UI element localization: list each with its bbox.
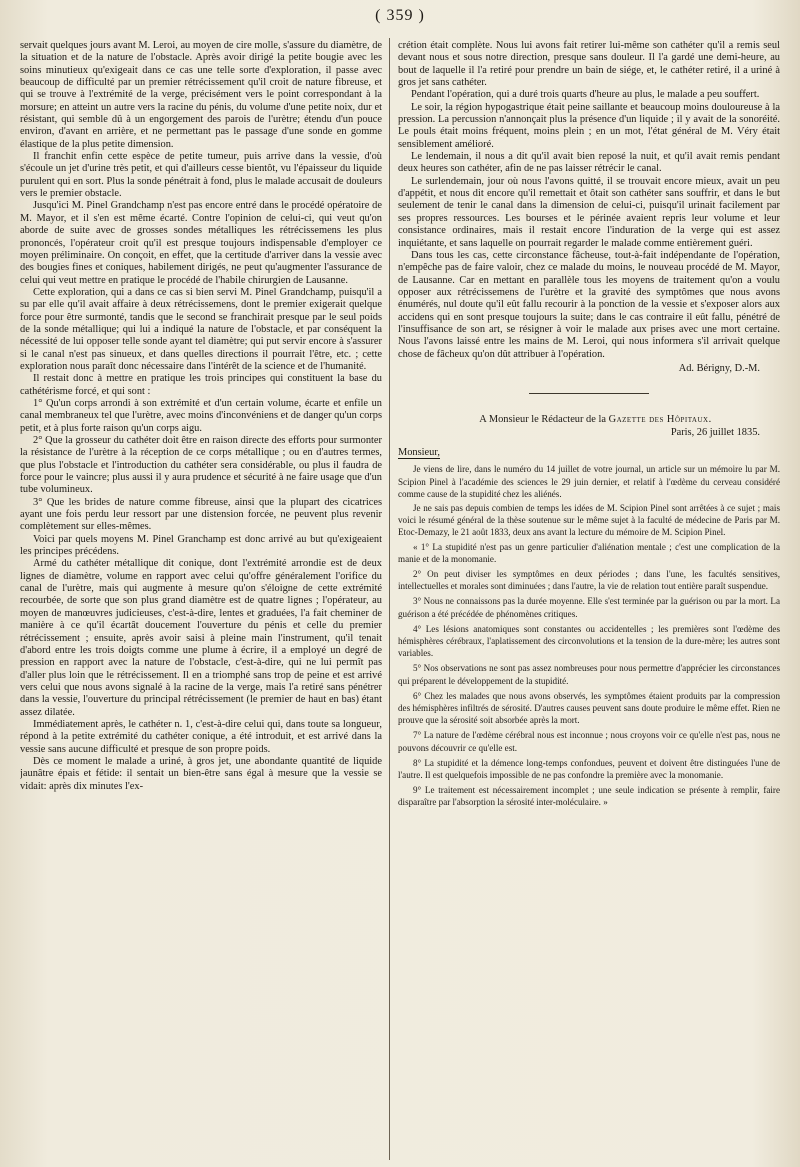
section-separator — [529, 393, 649, 394]
signature: Ad. Bérigny, D.-M. — [678, 362, 760, 374]
letter-list-item: 9° Le traitement est nécessairement incomplet ; une seule indication se présente à remplir, faire disparaître par l'absorption la sérosité inter-moléculaire. » — [398, 785, 780, 808]
paragraph: Pendant l'opération, qui a duré trois quarts d'heure au plus, le malade a peu souffert. — [411, 89, 760, 101]
left-column — [20, 40, 382, 1162]
paragraph: Dès ce moment le malade a uriné, à gros jet, une abondante quantité de liquide jaunâtre épais et fétide: il sentait un bien-être sans égal à mesure que la vessie se vidait: après dix minutes l'ex- — [20, 755, 382, 792]
paragraph: 1° Qu'un corps arrondi à son extrémité et d'un certain volume, écarte et enfile un canal membraneux tel que l'urètre, avec moins d'inconvéniens et de danger qu'un corps petit, et à plus forte raison qu'un corps aigu. — [20, 397, 382, 434]
paragraph: crétion était complète. Nous lui avons fait retirer lui-même son cathéter qu'il a remis seul devant nous et sous notre direction, presque sans douleur. Il l'a gardé une demi-heure, au bout de laquelle il l'a retiré pour prendre un bain de siége, et, le cathéter retiré, il a uriné à gros jet sans cathéter. — [398, 40, 780, 89]
letter-list-item: 7° La nature de l'œdème cérébral nous est inconnue ; nous croyons voir ce qu'elle n'est pas, nous ne pouvons découvrir ce qu'elle est. — [398, 730, 780, 753]
paragraph: Voici par quels moyens M. Pinel Granchamp est donc arrivé au but qu'exigeaient les principes précédens. — [20, 533, 382, 558]
journal-name: Gazette des Hôpitaux. — [608, 414, 712, 426]
letter-heading-prefix: A Monsieur le Rédacteur de la — [479, 414, 606, 426]
paragraph: 3° Que les brides de nature comme fibreuse, ainsi que la plupart des cicatrices ayant une fois perdu leur ressort par une distension forcée, ne peuvent plus revenir complètement sur elles-mêmes. — [20, 496, 382, 533]
letter-list-item: 2° On peut diviser les symptômes en deux périodes ; dans l'une, les facultés sensitives, intellectuelles et morales sont diminuées ; dans l'autre, la vie de relation tout entière paraît suspendue. — [398, 568, 780, 592]
paragraph: 2° Que la grosseur du cathéter doit être en raison directe des efforts pour surmonter la résistance de l'urètre à la réception de ce corps métallique ; ou en d'autres termes, que plus l'obstacle et l'introduction du cathéter sera considérable, ou plus il faudra de force pour le vaincre; plus aussi il y aura prudence et sécurité à ne faire usage que d'un tube volumineux. — [20, 435, 382, 496]
column-divider — [389, 38, 390, 1160]
letter-list-item: 6° Chez les malades que nous avons observés, les symptômes étaient produits par la compression des hémisphères infiltrés de sérosité. D'autres causes peuvent sans doute produire le même effet. Rien ne prouve que la sérosité soit absorbée après la mort. — [398, 690, 780, 726]
paragraph: Il restait donc à mettre en pratique les trois principes qui constituent la base du cathétérisme forcé, et qui sont : — [20, 373, 382, 397]
paragraph: Immédiatement après, le cathéter n. 1, c'est-à-dire celui qui, dans toute sa longueur, répond à la petite extrémité du cathéter conique, a été introduit, et est arrivé dans la vessie sans aucune difficulté et presque de son propre poids. — [20, 718, 382, 755]
letter-salutation — [398, 447, 780, 459]
paragraph: servait quelques jours avant M. Leroi, au moyen de cire molle, s'assure du diamètre, de la situation et de la nature de l'obstacle. Après avoir dirigé la petite bougie avec les soins minutieux qu'exigeait dans ce cas une telle sorte d'exploration, il passe avec beaucoup de difficulté par un premier rétrécissement qu'il croit de nature fibreuse, et qui se trouve à l'extrémité de la verge, précisément vers le point correspondant à la morsure; en atteint un autre vers la racine du pénis, du volume d'une petite noix, dur et résistant, qui semble dû à un engorgement des parois de l'urètre; étendu d'un pouce environ, d'avant en arrière, et ne permettant pas le passage d'une sonde en gomme élastique de la plus petite dimension. — [20, 40, 382, 150]
paragraph: Le lendemain, il nous a dit qu'il avait bien reposé la nuit, et qu'il avait remis pendant deux heures son cathéter, afin de ne pas laisser rétrécir le canal. — [398, 151, 780, 175]
paragraph: Armé du cathéter métallique dit conique, dont l'extrémité arrondie est de deux lignes de diamètre, volume en rapport avec celui qu'offre généralement l'orifice du canal de l'urètre, mais qui augmente à mesure qu'on s'éloigne de cette extrémité recourbée, de sorte que son plus grand diamètre est de quatre lignes ; l'opérateur, au moyen de manœuvres judicieuses, c'est-à-dire, lentes et graduées, l'a fait cheminer de manière à ce qu'il écartât doucement l'ouverture du pénis et celle du premier rétrécissement ; ensuite, après avoir saisi à pleine main l'instrument, qu'il tenait d'abord entre les trois doigts comme une plume à écrire, il a employé un degré de pression en rapport avec la nature de l'obstacle, c'est-à-dire, qui ne lui permît pas d'aller plus loin que le rétrécissement. Il en a triomphé sans trop de peine et est arrivé vers celui que nous avons signalé à la racine de la verge, mais l'a retiré sans pénétrer dans la vessie, l'ouverture du principal rétrécissement (le premier de haut en bas) étant assez dilatée. — [20, 558, 382, 718]
letter-list-item: 5° Nos observations ne sont pas assez nombreuses pour nous permettre d'apprécier les circonstances qui préparent le développement de la stupidité. — [398, 663, 780, 686]
letter-paragraph: Je ne sais pas depuis combien de temps les idées de M. Scipion Pinel sont arrêtées à ce sujet ; mais voici le résumé général de la thèse soutenue sur le même sujet à la faculté de médecine de Paris par M. Etoc-Demazy, le 21 août 1833, deux ans avant la lecture du mémoire de M. Scipion Pinel. — [398, 502, 780, 538]
letter-body — [398, 463, 780, 808]
letter-list-item: « 1° La stupidité n'est pas un genre particulier d'aliénation mentale ; c'est une complication de la manie et de la monomanie. — [398, 541, 780, 564]
letter-list-item: 8° La stupidité et la démence long-temps confondues, peuvent et doivent être distinguées l'une de l'autre. Il est quelquefois impossible de ne pas confondre la première avec la monomanie. — [398, 757, 780, 780]
paragraph: Dans tous les cas, cette circonstance fâcheuse, tout-à-fait indépendante de l'opération, n'empêche pas de faire valoir, chez ce malade du moins, le nouveau procédé de M. Mayor, de Lausanne. Car en mettant en parallèle tous les moyens de traitement qu'on a voulu opposer aux rétrécissemens de l'urètre et la gravité des symptômes que nous avons énumérés, nul doute qu'il eût fallu recourir à la ponction de la vessie et s'exposer alors aux accidens qui en sont presque toujours la suite; dans le cas contraire il eût fallu, pénétré de l'insuffisance de son art, se résigner à voir le malade aux prises avec une mort certaine. Nous l'avons laissé entre les mains de M. Leroi, qui nous informera s'il arrivait quelque chose de fâcheux qu'on dût attribuer à l'opération. — [398, 249, 780, 360]
page-number: ( 359 ) — [375, 7, 425, 24]
paragraph: Le soir, la région hypogastrique était peine saillante et beaucoup moins douloureuse à la pression. La percussion n'annonçait plus la présence d'un liquide ; il y avait de la sonoréité. Le pouls était moins fréquent, moins plein ; en un mot, l'état général de M. Véry était sensiblement amélioré. — [398, 101, 780, 150]
letter-heading — [398, 414, 780, 426]
letter-paragraph: Je viens de lire, dans le numéro du 14 juillet de votre journal, un article sur un mémoire lu par M. Scipion Pinel à l'académie des sciences le 29 juin dernier, et relatif à l'œdème du cerveau considéré comme cause de la stupidité chez les aliénés. — [398, 464, 780, 499]
letter-list-item: 4° Les lésions anatomiques sont constantes ou accidentelles ; les premières sont l'œdème des hémisphères cérébraux, l'aplatissement des circonvolutions et la tension de la dure-mère; les autres sont variables. — [398, 623, 780, 659]
right-column — [398, 40, 780, 1162]
paragraph: Il franchit enfin cette espèce de petite tumeur, puis arrive dans la vessie, d'où s'écoule un jet d'urine très petit, et qui d'ailleurs cesse bientôt, vu l'épaisseur du liquide purulent qui en sort. Plus la sonde pénétrait à fond, plus le malade accusait de douleurs vers le premier obstacle. — [20, 151, 382, 200]
letter-list-item: 3° Nous ne connaissons pas la durée moyenne. Elle s'est terminée par la guérison ou par la mort. La guérison a été précédée de phénomènes critiques. — [398, 596, 780, 619]
paragraph: Le surlendemain, jour où nous l'avons quitté, il se trouvait encore mieux, avait un peu d'appétit, et nous dit encore qu'il remettait et ôtait son cathéter sans souffrir, et dans le but seulement de tenir le canal dans la dimension de celui-ci, puisqu'il urinait facilement par ses propres ressources. Les bourses et le périnée avaient repris leur volume et leur consistance ordinaires, mais il restait encore l'induration de la verge qui est assez inquiétante, et sans laquelle on pourrait regarder le malade comme entièrement guéri. — [398, 175, 780, 249]
salutation-text: Monsieur, — [398, 446, 441, 458]
letter-dateline: Paris, 26 juillet 1835. — [670, 426, 760, 438]
paragraph: Cette exploration, qui a dans ce cas si bien servi M. Pinel Grandchamp, puisqu'il a su par elle qu'il avait affaire à deux rétrécissemens, dont le premier exigerait quelque force pour être surmonté, tandis que le second se franchirait presque par le seul poids de la sonde métallique; qui lui a indiqué la nature de l'obstacle, et par conséquent la nécessité de lui opposer telle sonde ayant tel diamètre; qui put servir encore à s'assurer si le canal n'est pas sinueux, et dans quelles directions il pourrait l'être, etc. ; cette exploration nous paraît donc nécessaire dans l'intérêt de la science et de l'humanité. — [20, 286, 382, 372]
paragraph: Jusqu'ici M. Pinel Grandchamp n'est pas encore entré dans le procédé opératoire de M. Mayor, et il s'en est même écarté. Contre l'opinion de celui-ci, qui veut qu'on aborde de suite avec de grosses sondes métalliques les rétrécissemens les plus prononcés, l'opérateur croit qu'il est presque toujours indispensable d'employer ce moyen préliminaire. On conçoit, en effet, que la certitude d'arriver dans la vessie avec des bougies fines et coniques, habilement dirigés, ne peut qu'augmenter l'assurance de celui qui veut mettre en pratique le procédé de l'habile chirurgien de Lausanne. — [20, 200, 382, 286]
